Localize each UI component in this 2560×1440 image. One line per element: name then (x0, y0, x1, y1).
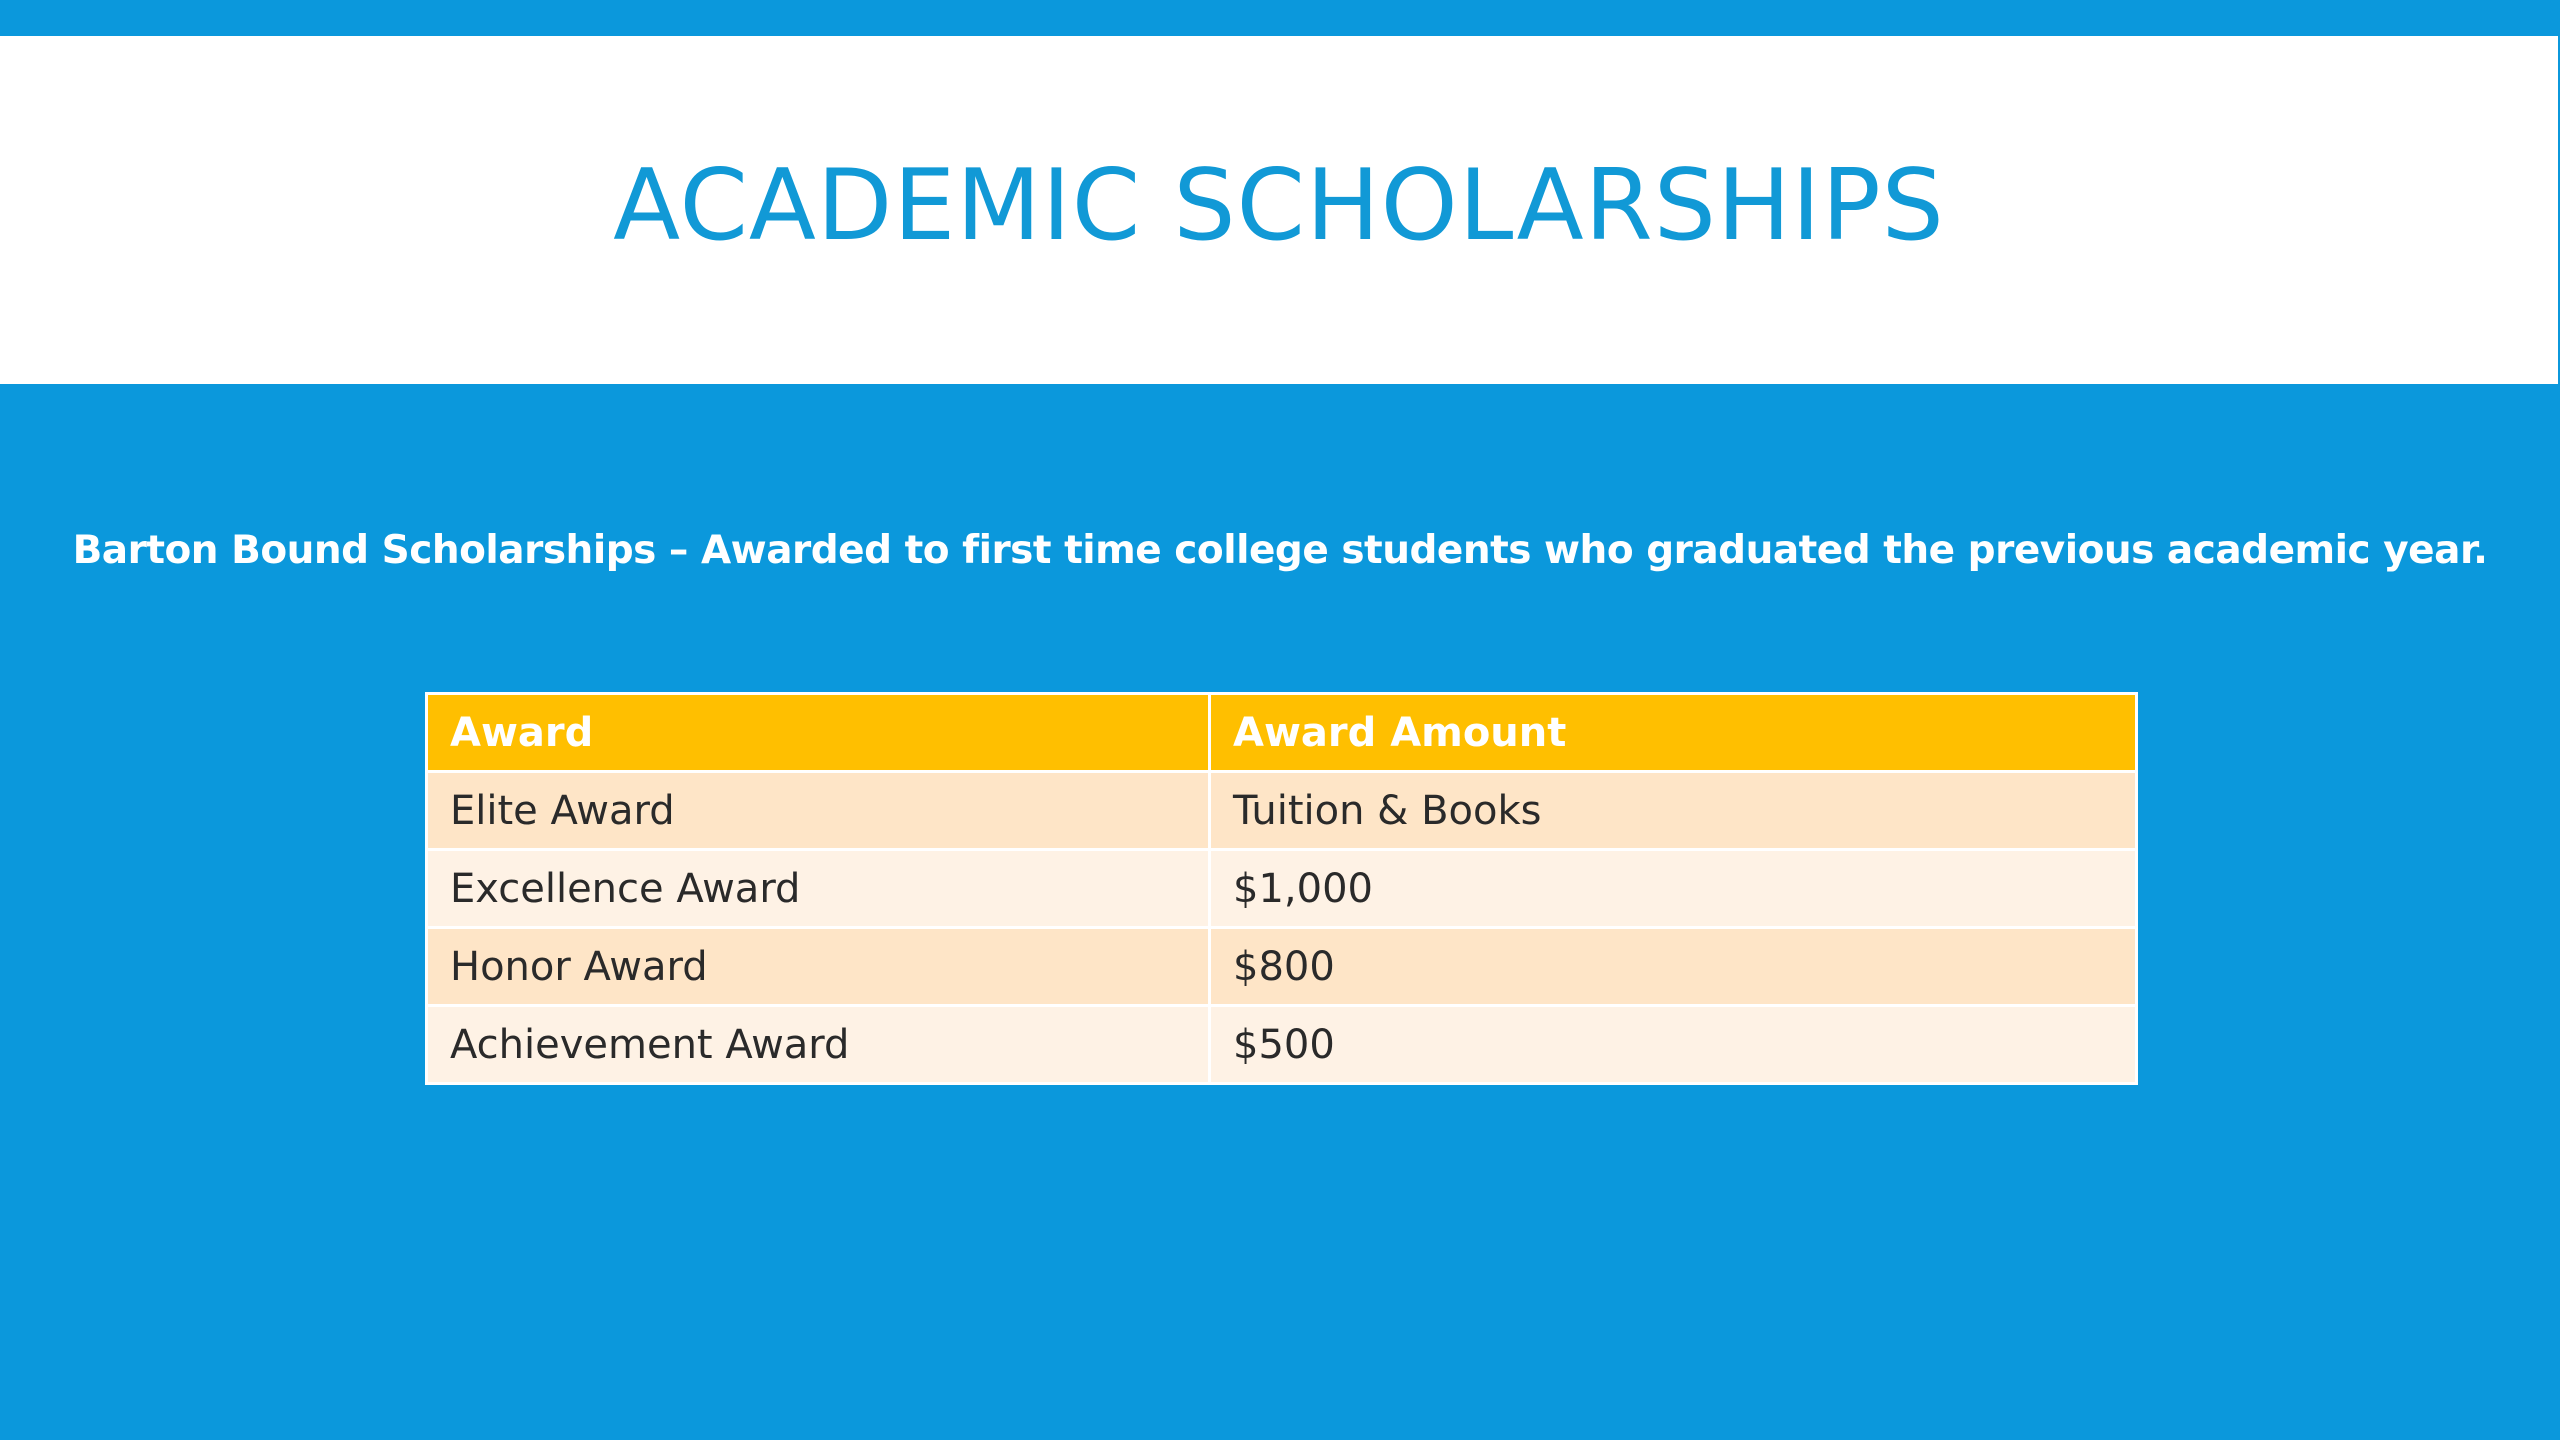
table-header-row (427, 694, 2137, 772)
header-award-amount: Award Amount (1210, 694, 2137, 772)
title-band (0, 36, 2558, 384)
awards-table (425, 692, 2138, 1085)
awards-table-container (425, 692, 2135, 1085)
award-amount-cell: $500 (1210, 1006, 2137, 1084)
award-amount-cell: $800 (1210, 928, 2137, 1006)
slide-subtitle: Barton Bound Scholarships – Awarded to first time college students who graduated the previous academic year. (72, 528, 2488, 573)
award-amount-cell: Tuition & Books (1210, 772, 2137, 850)
award-name-cell: Excellence Award (427, 850, 1210, 928)
award-amount-cell: $1,000 (1210, 850, 2137, 928)
table-row (427, 1006, 2137, 1084)
slide-title: ACADEMIC SCHOLARSHIPS (613, 149, 1945, 263)
table-row (427, 928, 2137, 1006)
header-award: Award (427, 694, 1210, 772)
table-row (427, 772, 2137, 850)
award-name-cell: Honor Award (427, 928, 1210, 1006)
award-name-cell: Achievement Award (427, 1006, 1210, 1084)
award-name-cell: Elite Award (427, 772, 1210, 850)
table-row (427, 850, 2137, 928)
